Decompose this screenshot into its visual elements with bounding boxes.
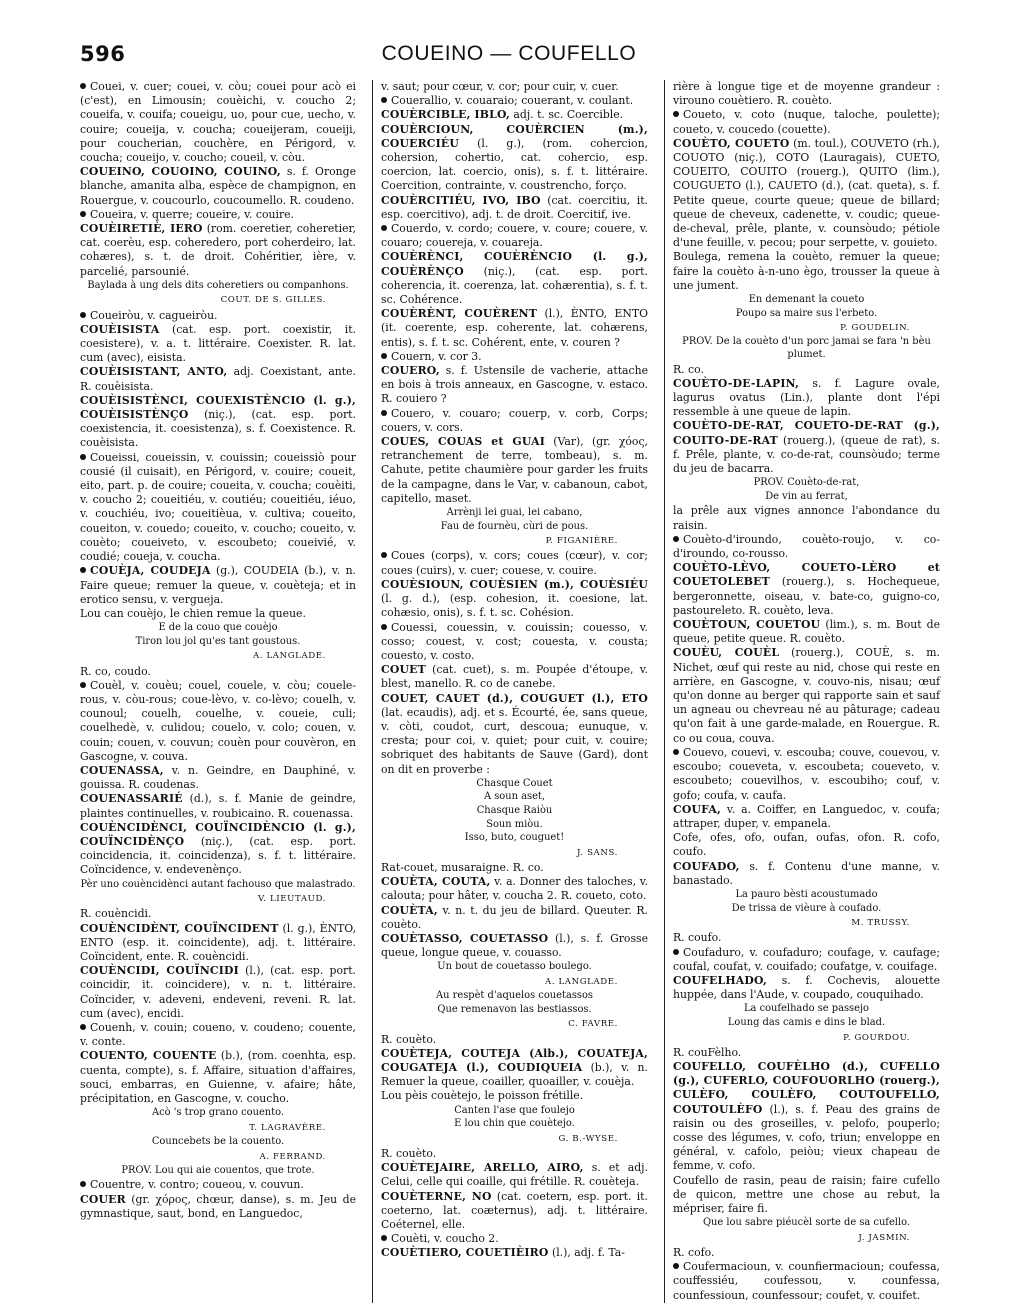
entry-text: Couerdo, v. cordo; couere, v. coure; couere, v. couaro; couereja, v. couareja. — [381, 222, 648, 250]
quotation-line: PROV. De la couèto d'un porc jamai se fara 'n bèu plumet. — [682, 336, 931, 361]
entry-headword: COUET — [381, 663, 426, 677]
dictionary-entry — [381, 1190, 648, 1233]
entry-headword: COUÈRÈNT, COUÈRENT — [381, 307, 538, 321]
entry-headword: COUÈRCITIÉU, IVO, IBO — [381, 193, 541, 207]
entry-text: (Var), (gr. χόος, retranchement de terre, tombeau), s. m. Cahute, petite chaumière pour garder les fruits de la campagne, dans le Var, v. cabanoun, cabot, capitello, maset. — [381, 435, 648, 505]
quotation-line: Acò 's trop grano couento. — [151, 1107, 285, 1119]
dictionary-entry — [673, 618, 940, 646]
dictionary-entry — [80, 208, 356, 222]
dictionary-entry — [80, 821, 356, 878]
dictionary-entry — [673, 108, 940, 136]
quotation-line: E de la couo que couèjo — [158, 622, 278, 634]
dictionary-entry — [80, 792, 356, 820]
entry-headword: COUEINO, COUOINO, COUINO, — [80, 165, 281, 179]
entry-text: (rouerg.), s. Hochequeue, bergeronnette, oiseau, v. bate-co, guigno-co, pastoureleto. R. couèto, leva. — [673, 575, 940, 617]
dictionary-entry — [673, 250, 940, 293]
entry-headword: COUÈTA, COUTA, — [381, 875, 491, 889]
dictionary-entry — [381, 1232, 648, 1246]
entry-headword: COUÈTO-LÈVO, COUETO-LÈRO et COUETOLEBET — [673, 561, 940, 589]
entry-text: (l.), adj. f. Ta- — [548, 1246, 625, 1260]
entry-text: R. couèto. — [381, 1146, 437, 1160]
quotation-line: Que lou sabre piéucèl sorte de sa cufello. — [702, 1217, 911, 1229]
entry-headword: COUÈNCIDÈNCI, COUÏNCIDÈNCIO (l. g.), COUÏNCIDÈNÇO — [80, 820, 356, 848]
entry-text: R. couèto. — [381, 1032, 437, 1046]
entry-text: Couern, v. cor 3. — [391, 349, 482, 363]
quotation-line: Loung das camis e dins le blad. — [727, 1016, 886, 1028]
dictionary-entry — [381, 1047, 648, 1090]
dictionary-entry — [80, 394, 356, 451]
entry-text: v. a. Coiffer, en Languedoc, v. coufa; attraper, duper, v. empanela. — [673, 802, 940, 830]
entry-headword: COUENTO, COUENTE — [80, 1049, 217, 1063]
entry-text: (cat. esp. port. coexistir, it. coesistere), v. a. t. littéraire. Coexister. R. lat. cum (avec), eisista. — [80, 322, 356, 365]
dictionary-entry — [673, 1060, 940, 1174]
entry-headword: COUÈTEJA, COUTEJA (Alb.), COUATEJA, COUGATEJA (l.), COUDIQUEIA — [381, 1046, 648, 1074]
entry-text: R. couFèlho. — [673, 1045, 742, 1059]
entry-text: (b.), (rom. coenhta, esp. cuenta, compte), s. f. Affaire, situation d'affaires, souci, embarras, en Guienne, v. afaire; hâte, précipitation, en Gascogne, v. coucho. — [80, 1049, 356, 1105]
quotation-line: PROV. Lou qui aie couentos, que trote. — [121, 1164, 315, 1176]
bullet-icon — [381, 410, 387, 416]
dictionary-entry — [381, 350, 648, 364]
entry-headword: COUFELHADO, — [673, 973, 767, 987]
entry-headword: COUFA, — [673, 802, 721, 816]
dictionary-entry — [381, 407, 648, 435]
quotation-author: G. B.-WYSE. — [558, 1133, 618, 1144]
entry-text: Cofe, ofes, ofo, oufan, oufas, ofon. R. cofo, coufo. — [673, 831, 940, 859]
quotation-line: Canten l'ase que foulejo — [454, 1104, 575, 1116]
entry-text: v. n. Geindre, en Dauphiné, v. gouissa. R. coudenas. — [80, 763, 356, 792]
text-columns — [80, 80, 941, 1302]
entry-headword: COUERO, — [381, 364, 440, 378]
entry-text: adj. t. sc. Coercible. — [509, 108, 624, 122]
quotation-author: T. LAGRAVÈRE. — [249, 1122, 326, 1133]
entry-text: R. coufo. — [673, 931, 722, 945]
quotation-author: J. SANS. — [577, 847, 618, 858]
quotation-line: La coufelhado se passejo — [744, 1003, 869, 1015]
quotation-author: A. LANGLADE. — [253, 651, 326, 662]
dictionary-entry — [381, 123, 648, 194]
quotation-line: Councebets be la couento. — [151, 1135, 285, 1147]
entry-text: (lat. ecaudis), adj. et s. Écourté, ée, sans queue, v. còti, coudot, curt, descoua; eunuque, v. cresta; pour coi, v. quiet; pour cuit, v. couire; sobriquet des habitants de Sauve (Gard), dont on dit en proverbe : — [381, 705, 648, 776]
quotation-author: P. FIGANIÈRE. — [545, 536, 618, 547]
dictionary-entry — [381, 1033, 648, 1047]
dictionary-entry — [80, 80, 356, 165]
bullet-icon — [80, 454, 86, 460]
quotation-author: P. GOUDELIN. — [840, 323, 910, 334]
dictionary-entry — [80, 665, 356, 679]
entry-text: (m. toul.), COUVETO (rh.), COUOTO (niç.), COTO (Lauragais), CUETO, COUEITO, COUITO (rouerg.), QUITO (lim.), COUGUETO (l.), CAUETO (d.), (cat. queta), s. f. Petite queue, courte queue; queue de billard; queue de cheveux, cadenette, v. coudic; queue-de-cheval, prêle, plante, v. counsòudo; pétiole d'une feuille, v. pecou; pour serpette, v. gouieto. — [673, 136, 941, 250]
dictionary-entry — [80, 564, 356, 607]
dictionary-entry — [381, 875, 648, 903]
entry-text: Lou can couèjo, le chien remue la queue. — [80, 606, 306, 620]
entry-text: s. f. Oronge blanche, amanita alba, espèce de champignon, en Rouergue, v. coucourlo, coucoumello. R. coudeno. — [80, 165, 356, 207]
quotation-author: M. TRUSSY. — [851, 918, 910, 929]
entry-headword: COUÈISISTANT, ANTO, — [80, 365, 228, 379]
dictionary-entry — [80, 222, 356, 279]
quotation-author: V. LIEUTAUD. — [257, 894, 326, 905]
entry-text: s. et adj. Celui, celle qui coaille, qui frétille. R. couèteja. — [381, 1161, 648, 1189]
dictionary-entry — [80, 907, 356, 921]
dictionary-entry — [381, 578, 648, 621]
entry-headword: COUÈJA, COUDEJA — [90, 564, 211, 578]
dictionary-entry — [80, 365, 356, 393]
entry-text: Coueiròu, v. cagueiròu. — [90, 308, 218, 322]
dictionary-entry — [80, 964, 356, 1021]
entry-text: Couerallio, v. couaraio; couerant, v. coulant. — [391, 94, 634, 108]
bullet-icon — [381, 624, 387, 630]
entry-text: Coufaduro, v. coufaduro; coufage, v. caufage; coufal, coufat, v. couifado; coufatge, v. couifage. — [673, 945, 940, 973]
quotation-author: A. LANGLADE. — [545, 976, 618, 987]
dictionary-entry — [381, 663, 648, 691]
dictionary-entry — [381, 94, 648, 108]
quotation-line: Soun miòu. — [486, 818, 543, 830]
entry-text: R. cofo. — [673, 1245, 715, 1259]
dictionary-entry — [381, 1147, 648, 1161]
quotation-line: Baylada à ung dels dits coheretiers ou companhons. — [87, 279, 349, 291]
quotation-author: COUT. DE S. GILLES. — [220, 295, 326, 306]
dictionary-entry — [80, 165, 356, 208]
entry-headword: COUÈISISTÈNCI, COUEXISTÈNCIO (l. g.), COUÈISISTÈNÇO — [80, 393, 356, 422]
entry-headword: COUÈRÈNCI, COUÈRÈNCIO (l. g.), COUÈRÈNÇO — [381, 250, 648, 278]
entry-text: Couero, v. couaro; couerp, v. corb, Corps; couers, v. cors. — [381, 406, 648, 434]
dictionary-entry — [381, 621, 648, 664]
dictionary-entry — [673, 504, 940, 532]
entry-headword: COUÈTO-DE-RAT, COUETO-DE-RAT (g.), COUITO-DE-RAT — [673, 419, 940, 447]
entry-text: rière à longue tige et de moyenne grandeur : virouno couètiero. R. couèto. — [673, 80, 940, 108]
quotation-line: PROV. Couèto-de-rat, — [753, 477, 860, 489]
entry-text: Boulega, remena la couèto, remuer la queue; faire la couèto à-n-uno ègo, trousser la queue à une jument. — [673, 250, 940, 292]
entry-headword: COUÈIRETIÈ, IERO — [80, 222, 203, 236]
bullet-icon — [673, 111, 679, 117]
entry-text: (gr. χόρος, chœur, danse), s. m. Jeu de gymnastique, saut, bond, en Languedoc, — [80, 1192, 356, 1220]
dictionary-entry — [80, 451, 356, 565]
entry-text: R. co. — [673, 362, 704, 376]
entry-text: (l. g.), (rom. cohercion, cohersion, cohertio, cat. cohercio, esp. coercion, lat. coercio, onis), s. f. t. littéraire. Coercition, contrainte, v. coustrencho, forço. — [381, 136, 648, 193]
bullet-icon — [80, 1181, 86, 1187]
dictionary-entry — [381, 80, 648, 94]
dictionary-entry — [673, 931, 940, 945]
entry-headword: COUÈRCIBLE, IBLO, — [381, 108, 510, 122]
entry-text: la prêle aux vignes annonce l'abondance du raisin. — [673, 504, 940, 532]
entry-text: (cat. coercitiu, it. esp. coercitivo), adj. t. de droit. Coercitif, ive. — [381, 193, 649, 221]
quotation-line: Arrènji lei guai, lei cabano, — [446, 507, 583, 519]
entry-text: Lou pèis couètejo, le poisson frétille. — [381, 1089, 584, 1103]
dictionary-entry — [673, 363, 940, 377]
entry-headword: COUENASSA, — [80, 763, 164, 777]
bullet-icon — [80, 312, 86, 318]
entry-text: Couenh, v. couin; coueno, v. coudeno; couente, v. conte. — [80, 1020, 356, 1049]
entry-text: Coueissi, coueissin, v. couissin; coueissiò pour cousié (il cuisait), en Périgord, v. couire; coueit, eito, part. p. de couire; coueita, v. coucha; couèiti, v. coucho 2; coueitiéu, v. coutiéu; coueitiéu, iéuo, v. couchiéu, ivo; coueitièua, v. cultiva; coueito, coueiton, v. couedo; coueito, v. coucho; coueito, v. couèto; coueiveto, v. escoubeto; coueivié, v. coudié; coueja, v. coucha. — [80, 450, 356, 564]
entry-headword: COUÈU, COUÈL — [673, 646, 780, 660]
quotation-line: Que remenavon las bestiassos. — [437, 1003, 592, 1015]
entry-text: (rom. coeretier, coheretier, cat. coerèu, esp. coheredero, port coherdeiro, lat. cohæres), s. t. de droit. Cohéritier, ière, v. parcelié, parsounié. — [80, 222, 356, 278]
bullet-icon — [80, 211, 86, 217]
entry-headword: COUÈISISTA — [80, 322, 160, 336]
dictionary-entry — [381, 222, 648, 250]
entry-text: s. f. Cochevis, alouette huppée, dans l'Aude, v. coupado, couquihado. — [673, 973, 940, 1002]
dictionary-entry — [381, 549, 648, 577]
dictionary-entry — [80, 1049, 356, 1106]
entry-text: (g.), COUDEIA (b.), v. n. Faire queue; remuer la queue, v. couèteja; et in erotico sensu, v. vergueja. — [80, 564, 356, 606]
dictionary-entry — [381, 904, 648, 932]
entry-headword: COUÈTEJAIRE, ARELLO, AIRO, — [381, 1161, 584, 1175]
entry-text: Couentre, v. contro; coueou, v. couvun. — [90, 1178, 304, 1192]
bullet-icon — [80, 1024, 86, 1030]
bullet-icon — [80, 682, 86, 688]
dictionary-entry — [381, 250, 648, 307]
quotation-author: J. JASMIN. — [858, 1232, 910, 1243]
bullet-icon — [381, 552, 387, 558]
entry-text: Couèti, v. coucho 2. — [391, 1232, 499, 1246]
entry-text: (l. g.), ÈNTO, ENTO (esp. it. coincidente), adj. t. littéraire. Coïncident, ente. R. couèncidi. — [80, 921, 357, 963]
quotation-author: C. FAVRE. — [568, 1019, 618, 1030]
entry-text: (niç.), (cat. esp. port. coexistencia, it. coesistenza), s. f. Coexistence. R. couèisista. — [80, 408, 356, 450]
dictionary-entry — [80, 607, 356, 621]
entry-headword: COUÈRCIOUN, COUÈRCIEN (m.), COUERCIÉU — [381, 122, 648, 150]
quotation-line: De vin au ferrat, — [765, 490, 848, 502]
entry-text: (l.), s. f. Grosse queue, longue queue, v. couasso. — [381, 931, 649, 960]
quotation-line: Fau de fournèu, cùri de pous. — [440, 520, 589, 532]
dictionary-entry — [381, 932, 648, 960]
dictionary-entry — [381, 692, 648, 777]
entry-headword: COUES, COUAS et GUAI — [381, 435, 546, 449]
dictionary-entry — [673, 1174, 940, 1217]
quotation-line: Isso, buto, couguet! — [464, 832, 565, 844]
bullet-icon — [80, 567, 86, 573]
dictionary-entry — [80, 922, 356, 965]
dictionary-entry — [673, 1046, 940, 1060]
bullet-icon — [80, 83, 86, 89]
bullet-icon — [673, 749, 679, 755]
entry-text: (niç.), (cat. esp. port. coherencia, it. coerenza, lat. cohærentia), s. f. t. sc. Cohérence. — [381, 264, 648, 307]
entry-text: (lim.), s. m. Bout de queue, petite queue. R. couèto. — [673, 618, 940, 646]
entry-text: (cat. cuet), s. m. Poupée d'étoupe, v. blest, manello. R. co de canebe. — [381, 663, 648, 691]
quotation-line: Pèr uno couèncidènci autant fachouso que malastrado. — [80, 878, 356, 890]
entry-headword: COUER — [80, 1192, 126, 1206]
entry-text: (cat. coetern, esp. port. it. coeterno, lat. coæternus), adj. t. littéraire. Coéternel, elle. — [381, 1189, 648, 1231]
quotation-line: La pauro bèsti acoustumado — [735, 888, 878, 900]
dictionary-entry — [80, 1021, 356, 1049]
dictionary-entry — [80, 764, 356, 792]
entry-text: (d.), s. f. Manie de geindre, plaintes continuelles, v. roubicaino. R. couenassa. — [80, 792, 356, 820]
entry-headword: COUÈNCIDÈNT, COUÏNCIDENT — [80, 921, 279, 935]
dictionary-entry — [381, 194, 648, 222]
dictionary-entry — [673, 80, 940, 108]
entry-text: (niç.), (cat. esp. port. coincidencia, it. coincidenza), s. f. t. littéraire. Coïncidence, v. endevenènço. — [80, 834, 356, 877]
entry-text: Coufermacioun, v. counfiermacioun; coufessa, couffessiéu, coufessou, v. counfessa, counfessioun, counfessour; coufet, v. couifet. — [673, 1260, 940, 1302]
dictionary-entry — [673, 974, 940, 1002]
entry-text: Coufello de rasin, peau de raisin; faire cufello de quicon, mettre une chose au rebut, la mépriser, faire fi. — [673, 1173, 940, 1215]
bullet-icon — [381, 353, 387, 359]
quotation-line: Au respèt d'aquelos couetassos — [436, 990, 593, 1002]
entry-headword: COUÈTO-DE-LAPIN, — [673, 376, 800, 390]
column-1 — [80, 80, 356, 1303]
quotation-line: Poupo sa maire sus l'erbeto. — [735, 307, 878, 319]
entry-text: adj. Coexistant, ante. R. couèisista. — [80, 365, 356, 393]
dictionary-entry — [381, 364, 648, 407]
entry-headword: COUENASSARIÉ — [80, 792, 183, 806]
entry-text: s. f. Ustensile de vacherie, attache en bois à trois anneaux, en Gascogne, v. estaco. R. couiero ? — [381, 364, 648, 406]
dictionary-entry — [381, 108, 648, 122]
entry-text: (l.), s. f. Peau des grains de raisin ou des groseilles, v. pelofo, pouperlo; cosse des légumes, v. cofo, triun; enveloppe en général, v. cafolo, peiòu; vieux chapeau de femme, v. cofo. — [673, 1102, 940, 1173]
dictionary-entry — [80, 309, 356, 323]
entry-headword: COUÈTASSO, COUETASSO — [381, 931, 549, 945]
quotation-line: E lou chin que couètejo. — [454, 1118, 575, 1130]
dictionary-entry — [673, 1260, 940, 1303]
dictionary-entry — [673, 561, 940, 618]
quotation-line: Un bout de couetasso boulego. — [437, 961, 592, 973]
column-2 — [372, 80, 648, 1303]
bullet-icon — [381, 1235, 387, 1241]
entry-text: Rat-couet, musaraigne. R. co. — [381, 860, 544, 874]
bullet-icon — [381, 97, 387, 103]
dictionary-entry — [381, 1161, 648, 1189]
dictionary-entry — [80, 679, 356, 764]
quotation-author: A. FERRAND. — [259, 1151, 326, 1162]
entry-text: (rouerg.), COUÈ, s. m. Nichet, œuf qui reste au nid, chose qui reste en arrière, en Gascogne, v. couvo-nis, nisau; œuf qu'on donne au berger qui rapporte sain et sauf un agneau ou chevreau né au pâturage; cadeau qu'on fait à une garde-malade, en Rouergue. R. co ou coua, couva. — [673, 646, 941, 745]
quotation-line: Chasque Raiòu — [476, 804, 553, 816]
entry-headword: COUÈTA, — [381, 903, 438, 917]
page-header — [80, 42, 938, 76]
dictionary-entry — [673, 419, 940, 476]
entry-text: Couessi, couessin, v. couissin; couesso, v. cosso; couest, v. cost; couesta, v. cousta; couesto, v. costo. — [381, 620, 648, 662]
entry-text: Coueira, v. querre; coueire, v. couire. — [90, 207, 294, 221]
entry-text: s. f. Contenu d'une manne, v. banastado. — [673, 859, 940, 887]
dictionary-entry — [673, 946, 940, 974]
entry-headword: COUÈTIERO, COUETIÈIRO — [381, 1246, 549, 1260]
entry-headword: COUÈTO, COUETO — [673, 136, 790, 150]
entry-text: v. saut; pour cœur, v. cor; pour cuir, v. cuer. — [381, 80, 619, 93]
entry-headword: COUÈSIOUN, COUÈSIEN (m.), COUÈSIÉU — [381, 577, 648, 591]
dictionary-entry — [673, 533, 940, 561]
dictionary-entry — [673, 831, 940, 859]
entry-text: R. co, coudo. — [80, 664, 151, 678]
quotation-line: Tiron lou jol qu'es tant goustous. — [135, 635, 301, 647]
quotation-line: En demenant la coueto — [748, 294, 865, 306]
entry-text: (l. g. d.), (esp. cohesion, it. coesione, lat. cohæsio, onis), s. f. t. sc. Cohésion. — [381, 592, 648, 620]
entry-text: Couèl, v. couèu; couel, couele, v. còu; couele-rous, v. còu-rous; coue-lèvo, v. co-lèvo; couelh, v. counoul; couelh, couelhe, v. coueie, culi; couelhedè, v. culidou; couelo, v. colo; couen, v. couin; couen, v. couvun; couèn pour couvèron, en Gascogne, v. couva. — [80, 678, 356, 763]
dictionary-entry — [80, 1178, 356, 1192]
dictionary-entry — [673, 137, 940, 251]
entry-text: (l.), ÈNTO, ENTO (it. coerente, esp. coherente, lat. cohærens, entis), s. f. t. sc. Cohérent, ente, v. couren ? — [381, 307, 648, 349]
dictionary-entry — [381, 861, 648, 875]
quotation-line: De trissa de vièure à coufado. — [731, 902, 882, 914]
entry-text: (b.), v. n. Remuer la queue, coailler, quoailler, v. couèja. — [381, 1060, 648, 1089]
entry-text: (rouerg.), (queue de rat), s. f. Prêle, plante, v. co-de-rat, counsòudo; terme du jeu de bacarra. — [673, 433, 940, 476]
entry-text: v. a. Donner des taloches, v. calouta; pour hâter, v. coucha 2. R. coueto, coto. — [381, 875, 648, 903]
entry-text: (l.), (cat. esp. port. coincidir, it. coincidere), v. n. t. littéraire. Coïncider, v. adeveni, endeveni, reveni. R. lat. cum (avec), encidi. — [80, 964, 356, 1020]
dictionary-entry — [673, 803, 940, 831]
entry-headword: COUÈTOUN, COUETOU — [673, 618, 821, 632]
entry-text: Couei, v. cuer; couei, v. còu; couei pour acò ei (c'est), en Limousin; couèichi, v. coucho 2; coueifa, v. couifa; coueigu, uo, pour cue, uecho, v. couire; coueija, v. coucha; coueijeram, coueiji, pour coucherian, couchère, en Périgord, v. coucha; coueijo, v. coucho; coueil, v. còu. — [80, 80, 356, 165]
column-3 — [664, 80, 940, 1303]
bullet-icon — [673, 1263, 679, 1269]
entry-text: s. f. Lagure ovale, lagurus ovatus (Lin.), plante dont l'épi ressemble à une queue de lapin. — [673, 376, 940, 419]
dictionary-entry — [381, 435, 648, 506]
entry-headword: COUFELLO, COUFÈLHO (d.), CUFELLO (g.), CUFERLO, COUFOUORLHO (rouerg.), CULÈFO, COULÈFO, COUTOUFELLO, COUTOULÈFO — [673, 1059, 940, 1116]
dictionary-entry — [381, 1089, 648, 1103]
dictionary-entry — [381, 307, 648, 350]
dictionary-entry — [673, 646, 940, 745]
entry-text: R. couèncidi. — [80, 907, 152, 921]
entry-text: Coueto, v. coto (nuque, taloche, poulette); coueto, v. coucedo (couette). — [673, 108, 940, 136]
dictionary-entry — [80, 323, 356, 366]
page-number: 596 — [80, 42, 126, 66]
quotation-line: A soun aset, — [483, 791, 546, 803]
dictionary-entry — [673, 746, 940, 803]
bullet-icon — [381, 225, 387, 231]
entry-text: v. n. t. du jeu de billard. Queuter. R. couèto. — [381, 903, 648, 931]
page-title: COUEINO — COUFELLO — [381, 42, 637, 65]
dictionary-entry — [673, 1246, 940, 1260]
entry-text: Coues (corps), v. cors; coues (cœur), v. cor; coues (cuirs), v. cuer; couese, v. couire. — [381, 549, 648, 577]
quotation-author: P. GOURDOU. — [843, 1032, 910, 1043]
entry-headword: COUÈNCIDI, COUÏNCIDI — [80, 964, 239, 978]
dictionary-entry — [381, 1246, 648, 1260]
entry-headword: COUET, CAUET (d.), COUGUET (l.), ETO — [381, 691, 648, 705]
entry-headword: COUÈTERNE, NO — [381, 1189, 492, 1203]
bullet-icon — [673, 949, 679, 955]
entry-text: Couèto-d'iroundo, couèto-roujo, v. co-d'iroundo, co-rousso. — [673, 532, 940, 561]
dictionary-entry — [80, 1193, 356, 1221]
bullet-icon — [673, 536, 679, 542]
quotation-line: Chasque Couet — [476, 777, 553, 789]
dictionary-entry — [673, 377, 940, 420]
entry-text: Couevo, couevi, v. escouba; couve, couevou, v. escoubo; coueveta, v. escoubeta; coueveto, v. escoubeto; couevilhos, v. escoubiho; couf, v. gofo; coufa, v. caufa. — [673, 745, 940, 802]
dictionary-entry — [673, 860, 940, 888]
entry-headword: COUFADO, — [673, 859, 740, 873]
